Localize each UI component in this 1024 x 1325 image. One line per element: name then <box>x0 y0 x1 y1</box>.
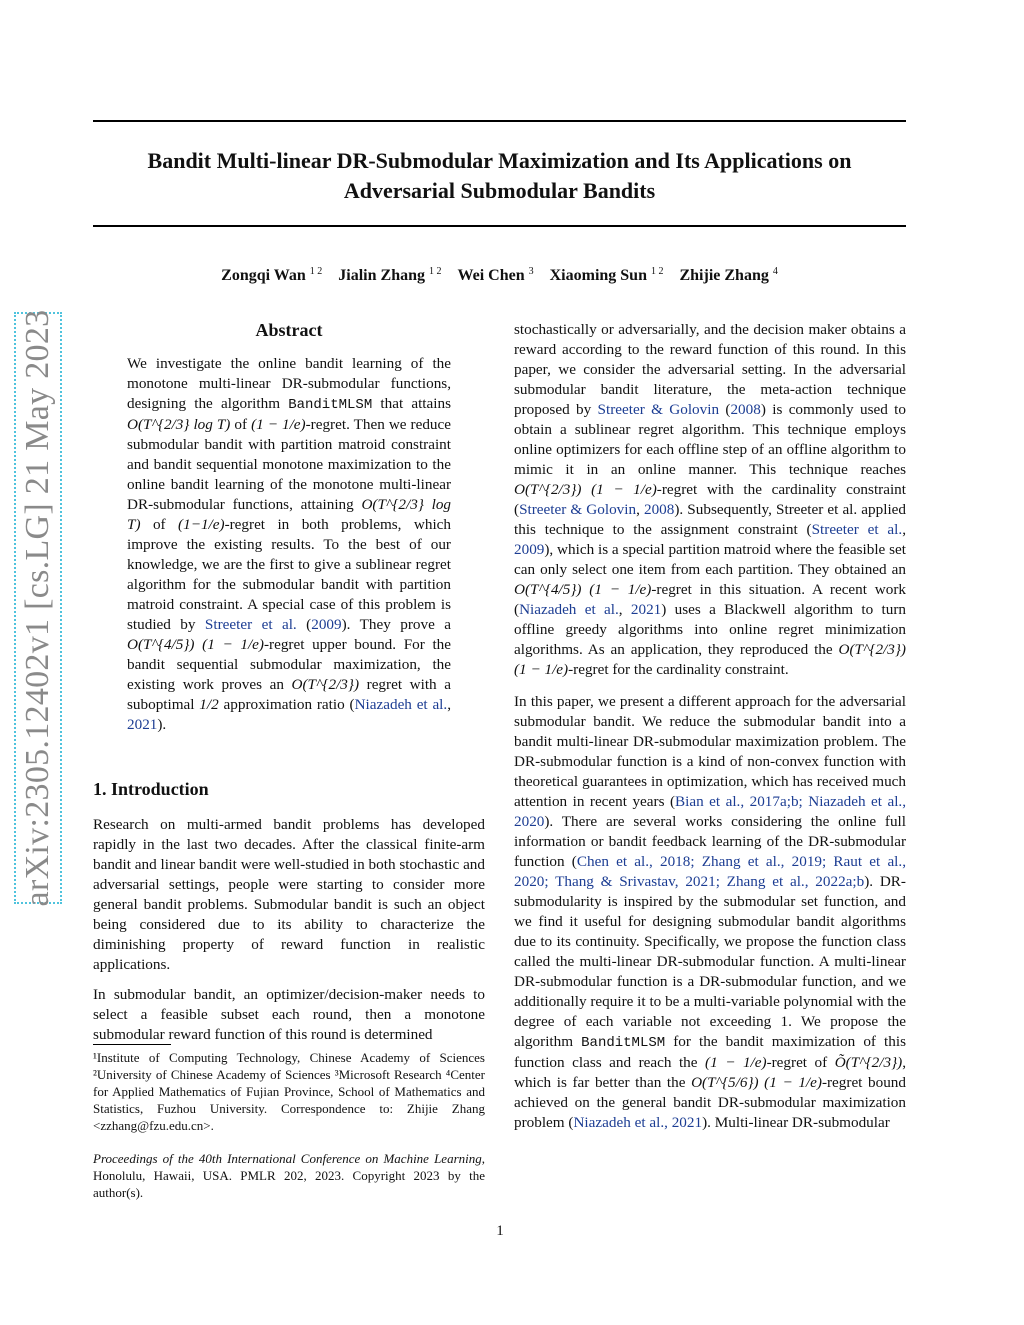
algorithm-name: BanditMLSM <box>581 1035 666 1051</box>
author-affiliation: 1 2 <box>309 266 323 277</box>
body-text: , <box>902 521 906 538</box>
citation-link[interactable]: Chen et al., 2018; Zhang et al., 2019; Raut et al., 2020; Thang & Srivastav, 2021; Zhang et al., 2022a;b <box>514 853 906 890</box>
math-expression: 1/2 <box>199 696 219 713</box>
abstract-text <box>195 636 203 653</box>
body-text: ) uses a Blackwell algorithm to turn offline greedy algorithms into online regret minimization algorithms. As an application, they reproduced the <box>514 601 907 658</box>
citation-link[interactable]: 2009 <box>514 541 545 558</box>
body-text: stochastically or adversarially, and the decision maker obtains a reward according to the reward function of this round. In this paper, we consider the adversarial setting. In the adversarial submodular bandit literature, the meta-action technique proposed by <box>514 321 906 418</box>
body-text: In this paper, we present a different approach for the adversarial submodular bandit. We reduce the submodular bandit into a bandit multi-linear DR-submodular maximization problem. The DR-submodular function is a kind of non-convex function with theoretical guarantees in optimization, which has received much attention in recent years ( <box>514 693 906 810</box>
left-column <box>93 318 485 1045</box>
author <box>550 267 664 284</box>
page-number: 1 <box>496 1223 504 1239</box>
arxiv-identifier-stamp[interactable] <box>14 309 62 907</box>
body-text: ). Multi-linear DR-submodular <box>702 1114 890 1131</box>
abstract-text: We investigate the online bandit learning of the monotone multi-linear DR-submodular functions, designing the algorithm <box>127 355 451 412</box>
citation-link[interactable]: 2008 <box>730 401 761 418</box>
body-text: -regret in this situation. A recent work ( <box>514 581 906 618</box>
author-affiliation: 1 2 <box>650 266 664 277</box>
abstract-text: ). <box>157 716 167 733</box>
math-expression: (1 − 1/e) <box>202 636 264 653</box>
math-expression: O(T^{2/3} log T) <box>127 496 452 533</box>
author-affiliation: 3 <box>528 266 534 277</box>
paper-title-line-2: Adversarial Submodular Bandits <box>343 178 656 203</box>
math-expression: Õ(T^{2/3}) <box>834 1054 903 1071</box>
abstract-text: ( <box>296 616 312 633</box>
abstract-body <box>93 354 485 735</box>
author <box>221 267 322 284</box>
body-text: ), which is a special partition matroid where the feasible set can only select one item from each partition. They obtained an <box>514 541 906 578</box>
abstract-text: that attains <box>372 395 451 412</box>
body-text: for the bandit maximization of this function class and reach the <box>514 1033 906 1071</box>
body-text: -regret bound achieved on the general bandit DR-submodular maximization problem ( <box>514 1074 906 1131</box>
math-expression: (1 − 1/e) <box>705 1054 767 1071</box>
body-text: ). There are several works considering the online full information or bandit feedback learning of the DR-submodular function ( <box>514 813 906 870</box>
citation-link[interactable]: 2008 <box>643 501 675 518</box>
body-text: ) is commonly used to obtain a sublinear regret algorithm. This technique employs online optimizers for each offline step of an offline algorithm to mimic it in an online manner. This technique reaches <box>514 401 906 478</box>
abstract-text: -regret. Then we reduce submodular bandit with partition matroid constraint and bandit sequential monotone maximization to the online bandit learning of the monotone multi-linear DR-submodular functions, attaining <box>127 416 452 513</box>
abstract-text: ). They prove a <box>341 616 452 633</box>
algorithm-name: BanditMLSM <box>288 397 373 413</box>
body-text: ( <box>719 401 731 418</box>
abstract-text: regret with a suboptimal <box>127 676 451 713</box>
body-text: ). DR-submodularity is inspired by the submodular set function, and we find it useful for designing submodular bandit algorithms due to its continuity. Specifically, we propose the function class called the multi-linear DR-submodular function. A multi-linear DR-submodular function is a DR-submodular function, and we additionally require it to be a multi-variable polynomial with the degree of each variable not exceeding 1. We propose the algorithm <box>514 873 906 1050</box>
abstract-text: , <box>447 696 451 713</box>
citation-link[interactable]: Streeter et al. <box>811 521 903 538</box>
math-expression: O(T^{4/5}) (1 − 1/e) <box>514 581 652 598</box>
author-name: Wei Chen <box>457 267 525 284</box>
proceedings-details: , Honolulu, Hawaii, USA. PMLR 202, 2023. Copyright 2023 by the author(s). <box>93 1151 485 1200</box>
proceedings-footnote <box>93 1150 485 1201</box>
body-text: -regret for the cardinality constraint. <box>568 661 789 678</box>
citation-link[interactable]: Streeter et al. <box>204 616 297 633</box>
math-expression: (1 − 1/e) <box>251 416 306 433</box>
author-affiliation: 4 <box>772 266 778 277</box>
right-column <box>514 320 906 1133</box>
math-expression: O(T^{4/5}) <box>127 636 195 653</box>
abstract-text: of <box>230 416 252 433</box>
paper-title <box>93 146 906 206</box>
abstract-text: -regret upper bound. For the bandit sequential submodular maximization, the existing work proves an <box>127 636 452 693</box>
math-expression: O(T^{2/3} log T) <box>127 416 231 433</box>
math-expression: (1−1/e) <box>178 516 225 533</box>
title-rule-top <box>93 120 906 122</box>
author-name: Zhijie Zhang <box>679 267 769 284</box>
citation-link[interactable]: 2021 <box>127 716 158 733</box>
body-text: , <box>636 501 644 518</box>
intro-paragraph-1: Research on multi-armed bandit problems has developed rapidly in the last two decades. After the classical finite-arm bandit and linear bandit were well-studied in both stochastic and adversarial settings, people were starting to consider more general bandit problems. Submodular bandit is such an object being considered due to its ability to characterize the diminishing property of reward function in realistic applications. <box>93 816 485 973</box>
citation-link[interactable]: Bian et al., 2017a;b; Niazadeh et al., 2020 <box>514 793 907 830</box>
math-expression: O(T^{2/3}) (1 − 1/e) <box>514 481 657 498</box>
author <box>679 267 777 284</box>
author-list <box>93 262 906 286</box>
math-expression: O(T^{5/6}) (1 − 1/e) <box>691 1074 822 1091</box>
author <box>457 267 533 284</box>
body-text: ). Subsequently, Streeter et al. applied this technique to the assignment constraint ( <box>514 501 906 538</box>
abstract-text: of <box>140 516 179 533</box>
citation-link[interactable]: Niazadeh et al. <box>354 696 448 713</box>
section-heading-introduction: 1. Introduction <box>93 779 209 799</box>
citation-link[interactable]: 2009 <box>311 616 342 633</box>
author-affiliation: 1 2 <box>428 266 442 277</box>
abstract-text: approximation ratio ( <box>218 696 355 713</box>
author-name: Zongqi Wan <box>221 267 306 284</box>
abstract-paragraph <box>127 354 451 735</box>
body-text: , which is far better than the <box>514 1054 906 1091</box>
body-paragraph <box>514 320 906 680</box>
title-rule-bottom <box>93 225 906 227</box>
abstract-heading: Abstract <box>255 320 323 340</box>
citation-link[interactable]: Streeter & Golovin <box>597 401 720 418</box>
body-text: -regret of <box>766 1054 835 1071</box>
citation-link[interactable]: Niazadeh et al., 2021 <box>573 1114 703 1131</box>
proceedings-venue: Proceedings of the 40th International Conference on Machine Learning <box>93 1151 482 1166</box>
math-expression: O(T^{2/3}) (1 − 1/e) <box>514 641 906 678</box>
footnotes <box>93 1049 485 1201</box>
citation-link[interactable]: 2021 <box>630 601 662 618</box>
arxiv-identifier-text[interactable]: arXiv:2305.12402v1 [cs.LG] 21 May 2023 <box>19 309 56 907</box>
intro-paragraph-2: In submodular bandit, an optimizer/decision-maker needs to select a feasible subset each round, then a monotone submodular reward function of this round is determined <box>93 986 485 1043</box>
body-text: -regret with the cardinality constraint ( <box>514 481 906 518</box>
author-name: Jialin Zhang <box>338 267 425 284</box>
citation-link[interactable]: Niazadeh et al. <box>519 601 619 618</box>
abstract-text: -regret in both problems, which improve the existing results. To the best of our knowledge, we are the first to give a sublinear regret algorithm for the submodular bandit with partition matroid constraint. A special case of this problem is studied by <box>127 516 452 633</box>
body-text: , <box>618 601 631 618</box>
math-expression: O(T^{2/3}) <box>291 676 360 693</box>
paper-title-line-1: Bandit Multi-linear DR-Submodular Maximization and Its Applications on <box>147 148 852 173</box>
author-name: Xiaoming Sun <box>549 267 647 284</box>
footnote-rule <box>93 1044 171 1045</box>
affiliation-footnote: ¹Institute of Computing Technology, Chinese Academy of Sciences ²University of Chinese Academy of Sciences ³Microsoft Research ⁴Center for Applied Mathematics of Fujian Province, School of Mathematics and Statistics, Fuzhou University. Correspondence to: Zhijie Zhang <zzhang@fzu.edu.cn>. <box>93 1050 485 1133</box>
citation-link[interactable]: Streeter & Golovin <box>519 501 637 518</box>
author <box>338 267 441 284</box>
body-paragraph <box>514 692 906 1133</box>
